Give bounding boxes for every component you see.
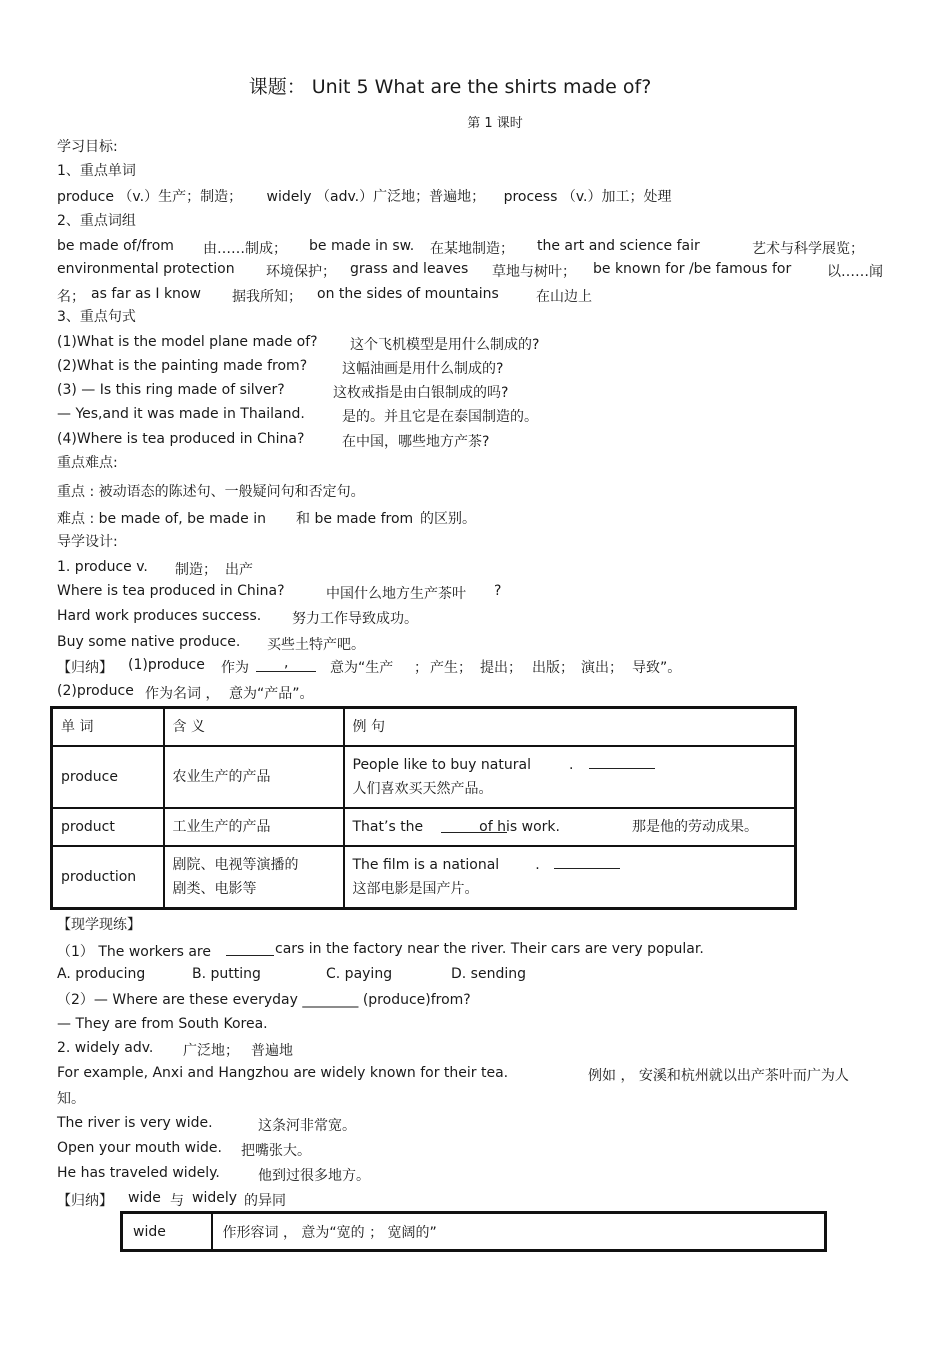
example-en: Hard work produces success. <box>57 608 262 624</box>
focus-text: 重点 : 被动语态的陈述句、一般疑问句和否定句。 <box>57 484 365 500</box>
fill-blank <box>554 854 620 869</box>
word-process: process （v.）加工；处理 <box>503 189 672 205</box>
widely-meaning: 广泛地； <box>183 1043 239 1059</box>
option-d: D. sending <box>451 966 526 982</box>
produce-entry: 1. produce v. <box>57 559 148 575</box>
phrase-zh: 在山边上 <box>536 289 592 305</box>
sentence-en: — Yes,and it was made in Thailand. <box>57 406 305 422</box>
example-en: He has traveled widely. <box>57 1165 220 1181</box>
example-zh: 他到过很多地方。 <box>258 1168 370 1184</box>
phrase-zh: 以……闻 <box>827 264 883 280</box>
summary-text: 导致”。 <box>632 660 682 676</box>
table-row <box>52 746 796 808</box>
word-cell: wide <box>122 1213 212 1251</box>
example-zh: 这部电影是国产片。 <box>352 881 479 898</box>
table-row <box>52 808 796 846</box>
widely-meaning: 普遍地 <box>251 1043 293 1059</box>
sentence-zh: 这幅油画是用什么制成的? <box>342 361 504 377</box>
option-a: A. producing <box>57 966 146 982</box>
table-header-row <box>52 708 796 746</box>
sentence-zh: 是的。并且它是在泰国制造的。 <box>342 409 538 425</box>
wide-widely-table <box>120 1211 827 1252</box>
summary-label: 【归纳】 <box>57 660 113 676</box>
phrase-zh: 据我所知； <box>232 289 302 305</box>
option-c: C. paying <box>326 966 393 982</box>
example-cell <box>344 746 796 808</box>
phrase-en: be made of/from <box>57 238 174 254</box>
example-en <box>353 753 787 777</box>
summary-text: 提出； <box>480 660 522 676</box>
question-2-answer: — They are from South Korea. <box>57 1016 268 1032</box>
question-1: （1） The workers are <box>57 944 211 960</box>
fill-blank <box>589 754 655 769</box>
summary-text: 与 <box>170 1193 184 1209</box>
example-tail: of his work. <box>479 819 560 836</box>
example-en: The river is very wide. <box>57 1115 213 1131</box>
example-en <box>353 853 787 877</box>
example-en: Open your mouth wide. <box>57 1140 222 1156</box>
example-cell <box>344 808 796 846</box>
phrase-zh: 环境保护； <box>266 264 336 280</box>
meaning-cell: 作形容词 ， 意为“宽的 ； 宽阔的” <box>212 1213 826 1251</box>
phrases-heading: 2、重点词组 <box>57 213 136 229</box>
sentence-en: (3) — Is this ring made of silver? <box>57 382 285 398</box>
meaning-cell: 农业生产的产品 <box>164 746 344 808</box>
difficulty-text: 难点 : be made of, be made in <box>57 511 267 527</box>
difficulty-text: 和 be made from <box>296 511 414 527</box>
example-text: The film is a national <box>352 857 500 874</box>
produce-meaning: 出产 <box>225 562 253 578</box>
summary-text: widely <box>192 1190 238 1206</box>
example-cell <box>344 846 796 908</box>
word-cell: produce <box>52 746 164 808</box>
phrase-en: grass and leaves <box>350 261 469 277</box>
summary-text: 的异同 <box>244 1193 286 1209</box>
summary-text: 作为名词 ， <box>145 686 220 702</box>
sentence-zh: 这个飞机模型是用什么制成的? <box>350 337 540 353</box>
example-zh: 努力工作导致成功。 <box>292 611 418 627</box>
summary-label: 【归纳】 <box>57 1193 113 1209</box>
summary-text: 意为“产品”。 <box>229 686 314 702</box>
column-header: 含 义 <box>164 708 344 746</box>
summary-text: ； <box>414 660 428 676</box>
example-en: For example, Anxi and Hangzhou are widely known for their tea. <box>57 1065 509 1081</box>
phrase-en: be made in sw. <box>309 238 415 254</box>
summary-text: 出版； <box>532 660 574 676</box>
sentences-heading: 3、重点句式 <box>57 309 136 325</box>
sentence-en: (4)Where is tea produced in China? <box>57 431 305 447</box>
sentence-zh: 在中国，哪些地方产茶? <box>342 434 490 450</box>
sentence-zh: 这枚戒指是由白银制成的吗? <box>333 385 509 401</box>
table-row <box>122 1213 826 1251</box>
phrase-zh: 名； <box>57 289 85 305</box>
word-widely: widely （adv.）广泛地；普遍地； <box>266 189 486 205</box>
summary-text: 意为“生产 <box>330 660 394 676</box>
widely-entry: 2. widely adv. <box>57 1040 154 1056</box>
example-zh: 例如 ， 安溪和杭州就以出产茶叶而广为人 <box>588 1068 849 1084</box>
summary-text: (1)produce <box>128 657 205 673</box>
fill-blank <box>226 941 274 956</box>
sentence-en: (1)What is the model plane made of? <box>57 334 318 350</box>
goals-heading: 学习目标: <box>57 139 118 155</box>
practice-heading: 【现学现练】 <box>57 917 141 933</box>
phrase-zh: 在某地制造； <box>430 241 514 257</box>
key-points-heading: 重点难点: <box>57 455 118 471</box>
words-heading: 1、重点单词 <box>57 163 136 179</box>
example-zh: 人们喜欢买天然产品。 <box>352 780 493 797</box>
example-zh: 买些土特产吧。 <box>267 637 365 653</box>
example-text: People like to buy natural <box>352 756 531 773</box>
summary-text: (2)produce <box>57 683 134 699</box>
phrase-en: be known for /be famous for <box>593 261 792 277</box>
difficulty-text: 的区别。 <box>420 511 476 527</box>
phrase-en: environmental protection <box>57 261 235 277</box>
key-words-line <box>57 188 671 206</box>
meaning-line: 剧院、电视等演播的 <box>172 857 299 874</box>
example-zh: 这条河非常宽。 <box>258 1118 356 1134</box>
summary-text: 作为 <box>221 660 249 676</box>
question-1-rest: cars in the factory near the river. Their cars are very popular. <box>275 941 704 957</box>
phrase-zh: 草地与树叶； <box>492 264 576 280</box>
word-cell: production <box>52 846 164 908</box>
column-header: 单 词 <box>52 708 164 746</box>
fill-blank <box>441 818 507 833</box>
example-mark: ? <box>494 583 502 599</box>
meaning-cell: 工业生产的产品 <box>164 808 344 846</box>
word-produce: produce （v.）生产；制造； <box>57 189 243 205</box>
example-en: Buy some native produce. <box>57 634 241 650</box>
produce-comparison-table <box>50 706 797 910</box>
column-header: 例 句 <box>344 708 796 746</box>
table-row <box>52 846 796 908</box>
summary-text: , <box>284 655 289 671</box>
phrase-en: on the sides of mountains <box>317 286 499 302</box>
example-zh: 把嘴张大。 <box>241 1143 311 1159</box>
example-tail: . <box>535 857 540 874</box>
phrase-zh: 由……制成； <box>203 241 287 257</box>
phrase-en: as far as I know <box>91 286 201 302</box>
produce-meaning: 制造； <box>175 562 217 578</box>
example-zh: 那是他的劳动成果。 <box>631 819 758 836</box>
page-title: 课题： Unit 5 What are the shirts made of? <box>248 76 652 98</box>
example-zh: 中国什么地方生产茶叶 <box>326 586 466 602</box>
example-text: That’s the <box>352 819 424 836</box>
meaning-line: 剧类、电影等 <box>172 881 257 898</box>
question-2: （2）— Where are these everyday ________ (produce)from? <box>57 992 471 1008</box>
guide-heading: 导学设计: <box>57 534 118 550</box>
example-en: Where is tea produced in China? <box>57 583 285 599</box>
phrase-en: the art and science fair <box>537 238 700 254</box>
summary-text: 产生； <box>430 660 472 676</box>
lesson-number: 第 1 课时 <box>467 116 523 131</box>
phrase-zh: 艺术与科学展览； <box>752 241 864 257</box>
meaning-cell <box>164 846 344 908</box>
sentence-en: (2)What is the painting made from? <box>57 358 308 374</box>
summary-text: wide <box>128 1190 161 1206</box>
option-b: B. putting <box>192 966 261 982</box>
summary-text: 演出； <box>581 660 623 676</box>
example-zh-continued: 知。 <box>57 1091 85 1107</box>
example-tail: . <box>568 756 574 773</box>
word-cell: product <box>52 808 164 846</box>
